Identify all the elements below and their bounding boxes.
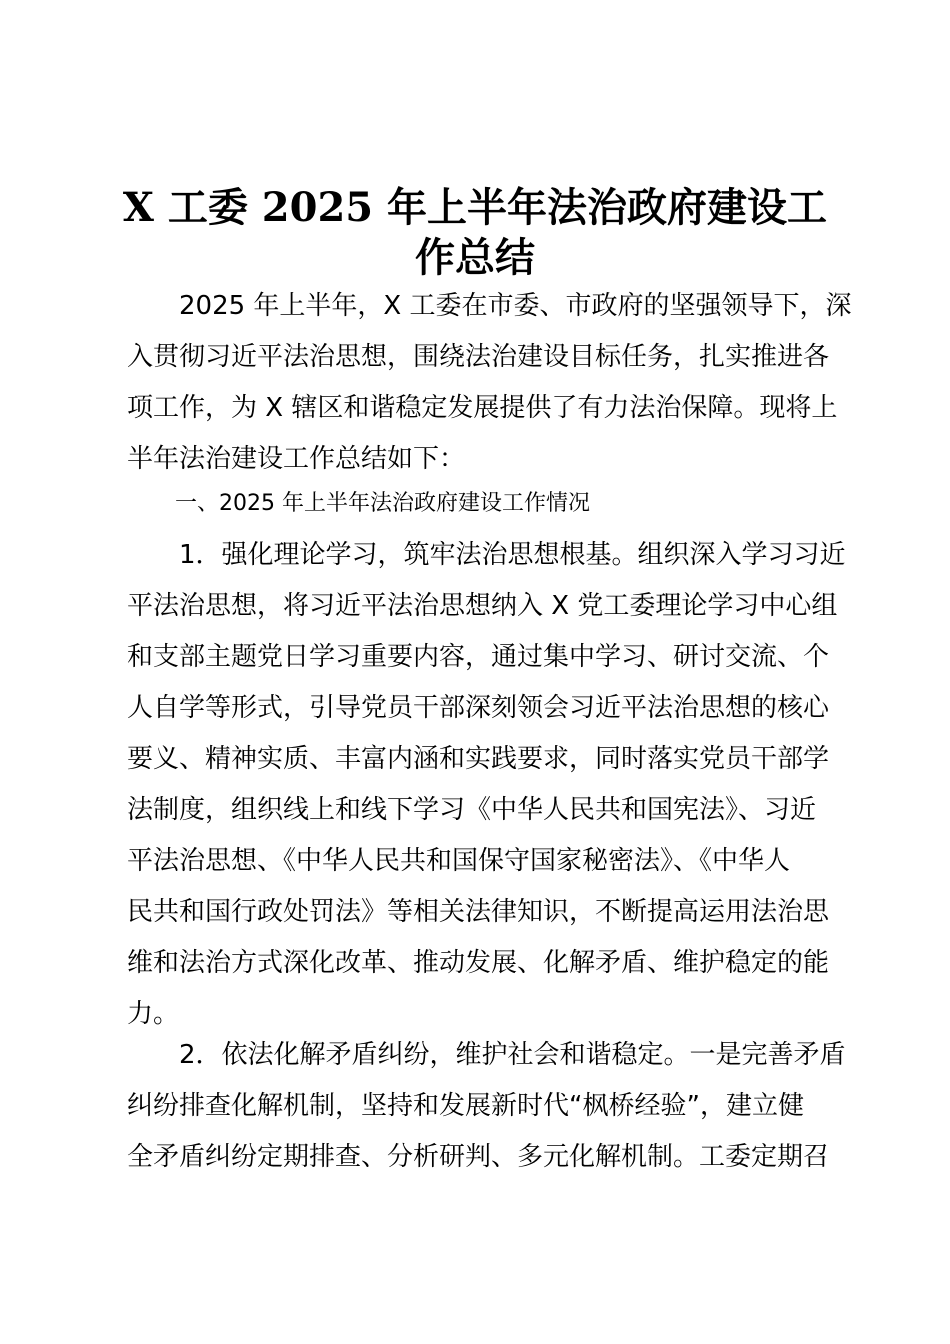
paragraph-line: 项工作，为 X 辖区和谐稳定发展提供了有力法治保障。现将上 <box>127 393 838 423</box>
paragraph-line: 平法治思想、《中华人民共和国保守国家秘密法》、《中华人 <box>127 846 791 876</box>
paragraph-line: 全矛盾纠纷定期排查、分析研判、多元化解机制。工委定期召 <box>127 1142 830 1172</box>
paragraph-line: 1．强化理论学习，筑牢法治思想根基。组织深入学习习近 <box>127 540 846 570</box>
paragraph-line: 半年法治建设工作总结如下： <box>127 444 466 474</box>
paragraph-line: 民共和国行政处罚法》等相关法律知识，不断提高运用法治思 <box>127 897 830 927</box>
document-title-line-2: 作总结 <box>415 234 535 281</box>
paragraph-line: 入贯彻习近平法治思想，围绕法治建设目标任务，扎实推进各 <box>127 342 830 372</box>
section-heading: 一、2025 年上半年法治政府建设工作情况 <box>175 491 590 516</box>
paragraph-line: 和支部主题党日学习重要内容，通过集中学习、研讨交流、个 <box>127 642 830 672</box>
paragraph-line: 力。 <box>127 999 180 1029</box>
paragraph-line: 要义、精神实质、丰富内涵和实践要求，同时落实党员干部学 <box>127 744 830 774</box>
document-title-line-1: X 工委 2025 年上半年法治政府建设工 <box>122 184 828 231</box>
paragraph-line: 2025 年上半年，X 工委在市委、市政府的坚强领导下，深 <box>127 291 852 321</box>
paragraph-line: 人自学等形式，引导党员干部深刻领会习近平法治思想的核心 <box>127 693 830 723</box>
paragraph-line: 维和法治方式深化改革、推动发展、化解矛盾、维护稳定的能 <box>127 948 830 978</box>
paragraph-line: 2．依法化解矛盾纠纷，维护社会和谐稳定。一是完善矛盾 <box>127 1040 846 1070</box>
paragraph-line: 纠纷排查化解机制，坚持和发展新时代“枫桥经验”，建立健 <box>127 1091 804 1121</box>
paragraph-line: 法制度，组织线上和线下学习《中华人民共和国宪法》、习近 <box>127 795 817 825</box>
paragraph-line: 平法治思想，将习近平法治思想纳入 X 党工委理论学习中心组 <box>127 591 838 621</box>
